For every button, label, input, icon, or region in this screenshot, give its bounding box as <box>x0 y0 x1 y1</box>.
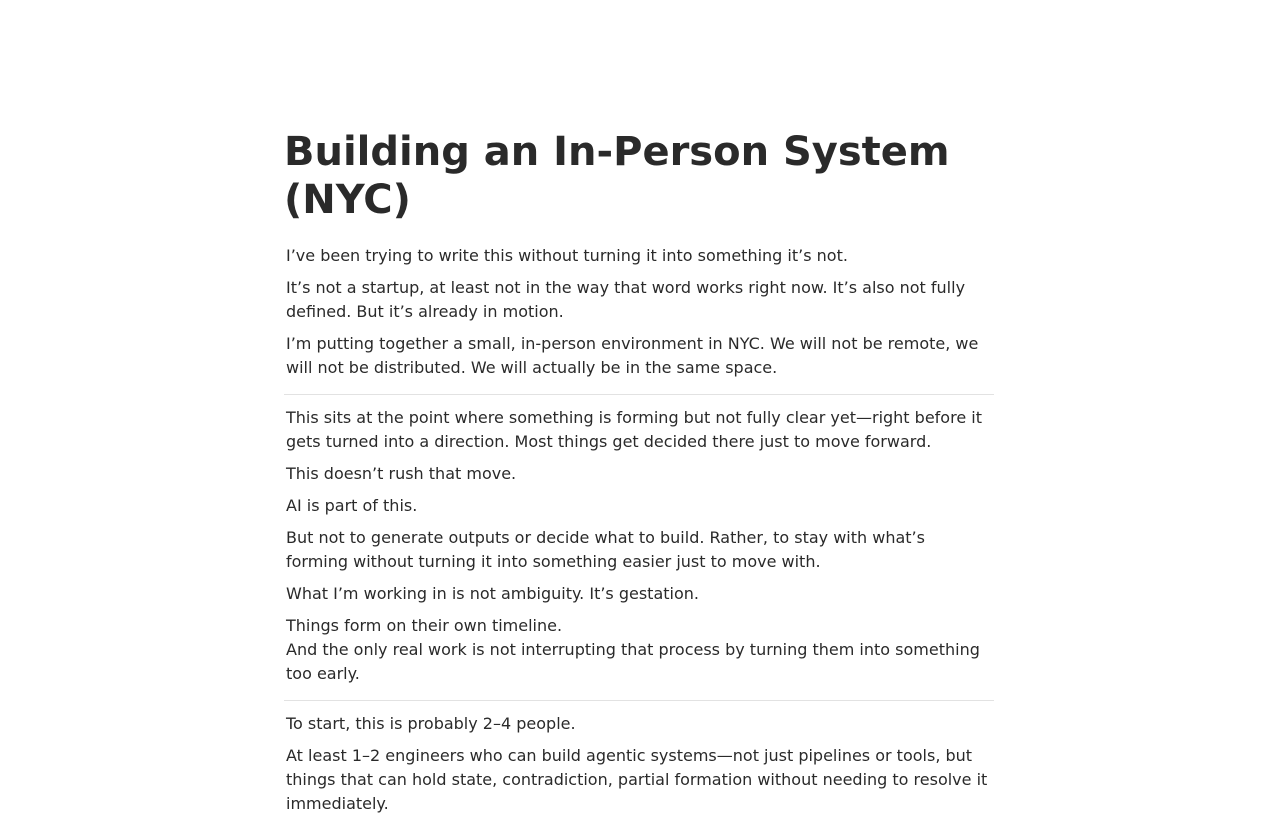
paragraph: But not to generate outputs or decide what to build. Rather, to stay with what’s forming without turning it into something easier just to move with. <box>286 528 925 571</box>
paragraph: I’m putting together a small, in-person environment in NYC. We will not be remote, we will not be distributed. We will actually be in the same space. <box>286 334 979 377</box>
paragraph: To start, this is probably 2–4 people. <box>286 714 576 733</box>
paragraph: This doesn’t rush that move. <box>286 464 517 483</box>
paragraph: At least 1–2 engineers who can build agentic systems—not just pipelines or tools, but things that can hold state, contradiction, partial formation without needing to resolve it immediately. <box>286 746 988 813</box>
intro-section <box>284 244 994 380</box>
team-section <box>284 712 994 816</box>
section-divider <box>284 394 994 395</box>
paragraph: What I’m working in is not ambiguity. It’s gestation. <box>286 584 699 603</box>
approach-section <box>284 406 994 686</box>
article <box>284 128 994 824</box>
paragraph: I’ve been trying to write this without turning it into something it’s not. <box>286 246 848 265</box>
paragraph: This sits at the point where something is forming but not fully clear yet—right before it gets turned into a direction. Most things get decided there just to move forward. <box>286 408 982 451</box>
paragraph: Things form on their own timeline. <box>286 616 563 635</box>
article-title: Building an In-Person System (NYC) <box>284 129 950 223</box>
paragraph: It’s not a startup, at least not in the way that word works right now. It’s also not fully defined. But it’s already in motion. <box>286 278 966 321</box>
paragraph: AI is part of this. <box>286 496 418 515</box>
paragraph: And the only real work is not interrupting that process by turning them into something too early. <box>286 640 980 683</box>
section-divider <box>284 700 994 701</box>
